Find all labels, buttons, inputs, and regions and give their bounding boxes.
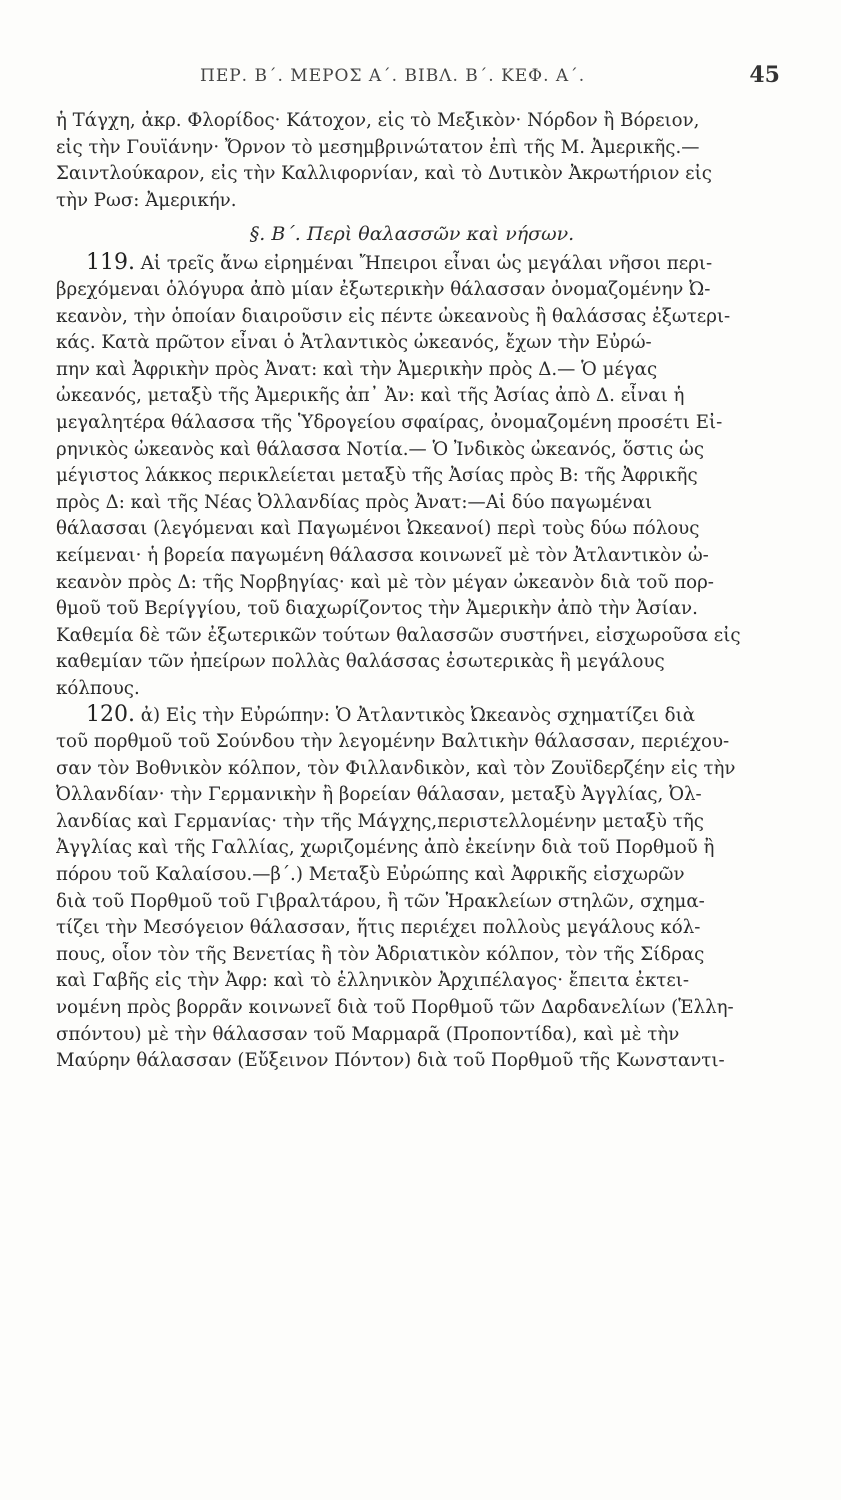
page-number: 45 <box>749 62 780 88</box>
text-line: κεανὸν πρὸς Δ: τῆς Νορβηγίας· καὶ μὲ τὸν μέγαν ὠκεανὸν διὰ τοῦ πορ- <box>56 571 714 593</box>
text-line: λανδίας καὶ Γερμανίας· τὴν τῆς Μάγχης,περιστελλομένην μεταξὺ τῆς <box>56 810 704 832</box>
text-line: Ἀγγλίας καὶ τῆς Γαλλίας, χωριζομένης ἀπὸ ἐκείνην διὰ τοῦ Πορθμοῦ ἢ <box>56 837 715 859</box>
paragraph-number: 120. <box>86 702 135 728</box>
text-line: κείμεναι· ἡ βορεία παγωμένη θάλασσα κοινωνεῖ μὲ τὸν Ἀτλαντικὸν ὠ- <box>56 544 709 566</box>
text-line: καὶ Γαβῆς εἰς τὴν Ἀφρ: καὶ τὸ ἑλληνικὸν Ἀρχιπέλαγος· ἔπειτα ἐκτει- <box>56 970 690 992</box>
text-line: πους, οἷον τὸν τῆς Βενετίας ἢ τὸν Ἀδριατικὸν κόλπον, τὸν τῆς Σίδρας <box>56 943 705 965</box>
body-text <box>56 108 768 1075</box>
text-line: θμοῦ τοῦ Βερίγγίου, τοῦ διαχωρίζοντος τὴν Ἀμερικὴν ἀπὸ τὴν Ἀσίαν. <box>56 598 698 620</box>
paragraph-120-first-line <box>56 702 768 729</box>
text-line: Ὀλλανδίαν· τὴν Γερμανικὴν ἢ βορείαν θάλασαν, μεταξὺ Ἀγγλίας, Ὀλ- <box>56 784 702 806</box>
text-line: πρὸς Δ: καὶ τῆς Νέας Ὀλλανδίας πρὸς Ἀνατ:—Αἱ δύο παγωμέναι <box>56 491 653 513</box>
text-line: κάς. Κατὰ πρῶτον εἶναι ὁ Ἀτλαντικὸς ὠκεανός, ἔχων τὴν Εὐρώ- <box>56 332 652 354</box>
paragraph-119-first-line <box>56 250 768 277</box>
text-line: Σαιντλούκαρον, εἰς τὴν Καλλιφορνίαν, καὶ τὸ Δυτικὸν Ἀκρωτήριον εἰς <box>56 163 712 185</box>
page-header <box>200 62 780 94</box>
text-line: σπόντου) μὲ τὴν θάλασσαν τοῦ Μαρμαρᾶ (Προποντίδα), καὶ μὲ τὴν <box>56 1023 680 1045</box>
text-line: μέγιστος λάκκος περικλείεται μεταξὺ τῆς Ἀσίας πρὸς Β: τῆς Ἀφρικῆς <box>56 465 698 487</box>
text-line: τίζει τὴν Μεσόγειον θάλασσαν, ἥτις περιέχει πολλοὺς μεγάλους κόλ- <box>56 917 701 939</box>
running-head: ΠΕΡ. Β΄. ΜΕΡΟΣ Α΄. ΒΙΒΛ. Β΄. ΚΕΦ. Α΄. <box>200 66 586 86</box>
text-line: νομένη πρὸς βορρᾶν κοινωνεῖ διὰ τοῦ Πορθμοῦ τῶν Δαρδανελίων (Ἑλλη- <box>56 997 734 1018</box>
paragraph-number: 119. <box>86 250 135 276</box>
text-line: σαν τὸν Βοθνικὸν κόλπον, τὸν Φιλλανδικὸν, καὶ τὸν Ζουϊδερζέην εἰς τὴν <box>56 757 736 779</box>
text-line: διὰ τοῦ Πορθμοῦ τοῦ Γιβραλτάρου, ἢ τῶν Ἡρακλείων στηλῶν, σχημα- <box>56 890 705 912</box>
text-line: εἰς τὴν Γουϊάνην· Ὄρνον τὸ μεσημβρινώτατον ἐπὶ τῆς Μ. Ἀμερικῆς.— <box>56 136 700 158</box>
text-line: κόλπους. <box>56 677 140 699</box>
text-line: τὴν Ρωσ: Ἀμερικήν. <box>56 189 237 211</box>
text-line: Αἱ τρεῖς ἄνω εἰρημέναι Ἤπειροι εἶναι ὡς μεγάλαι νῆσοι περι- <box>134 253 713 275</box>
section-heading: §. Β΄. Περὶ θαλασσῶν καὶ νήσων. <box>249 223 575 246</box>
text-line: Καθεμία δὲ τῶν ἐξωτερικῶν τούτων θαλασσῶν συστήνει, εἰσχωροῦσα εἰς <box>56 624 741 646</box>
text-line: πόρου τοῦ Καλαίσου.—β΄.) Μεταξὺ Εὐρώπης καὶ Ἀφρικῆς εἰσχωρῶν <box>56 864 685 886</box>
text-line: τοῦ πορθμοῦ τοῦ Σούνδου τὴν λεγομένην Βαλτικὴν θάλασσαν, περιέχου- <box>56 731 730 753</box>
text-line: ἀ) Εἰς τὴν Εὐρώπην: Ὁ Ἀτλαντικὸς Ὠκεανὸς σχηματίζει διὰ <box>134 705 696 727</box>
text-line: μεγαλητέρα θάλασσα τῆς Ὑδρογείου σφαίρας, ὀνομαζομένη προσέτι Εἰ- <box>56 411 723 433</box>
text-line: ὠκεανός, μεταξὺ τῆς Ἀμερικῆς ἀπ᾽ Ἀν: καὶ τῆς Ἀσίας ἀπὸ Δ. εἶναι ἡ <box>56 385 685 407</box>
text-line: κεανὸν, τὴν ὁποίαν διαιροῦσιν εἰς πέντε ὠκεανοὺς ἢ θαλάσσας ἐξωτερι- <box>56 305 731 327</box>
text-line: πην καὶ Ἀφρικὴν πρὸς Ἀνατ: καὶ τὴν Ἀμερικὴν πρὸς Δ.— Ὁ μέγας <box>56 358 658 380</box>
text-line: ρηνικὸς ὠκεανὸς καὶ θάλασσα Νοτία.— Ὁ Ἰνδικὸς ὠκεανός, ὅστις ὡς <box>56 438 705 460</box>
text-line: Μαύρην θάλασσαν (Εὔξεινον Πόντον) διὰ τοῦ Πορθμοῦ τῆς Κωνσταντι- <box>56 1050 725 1072</box>
text-line: ἡ Τάγχη, ἀκρ. Φλορίδος· Κάτοχον, εἰς τὸ Μεξικὸν· Νόρδον ἢ Βόρειον, <box>56 110 700 131</box>
text-line: θάλασσαι (λεγόμεναι καὶ Παγωμένοι Ὠκεανοί) περὶ τοὺς δύω πόλους <box>56 518 700 540</box>
text-line: βρεχόμεναι ὁλόγυρα ἀπὸ μίαν ἐξωτερικὴν θάλασσαν ὀνομαζομένην Ὠ- <box>56 278 711 300</box>
text-line: καθεμίαν τῶν ἠπείρων πολλὰς θαλάσσας ἐσωτερικὰς ἢ μεγάλους <box>56 651 665 673</box>
